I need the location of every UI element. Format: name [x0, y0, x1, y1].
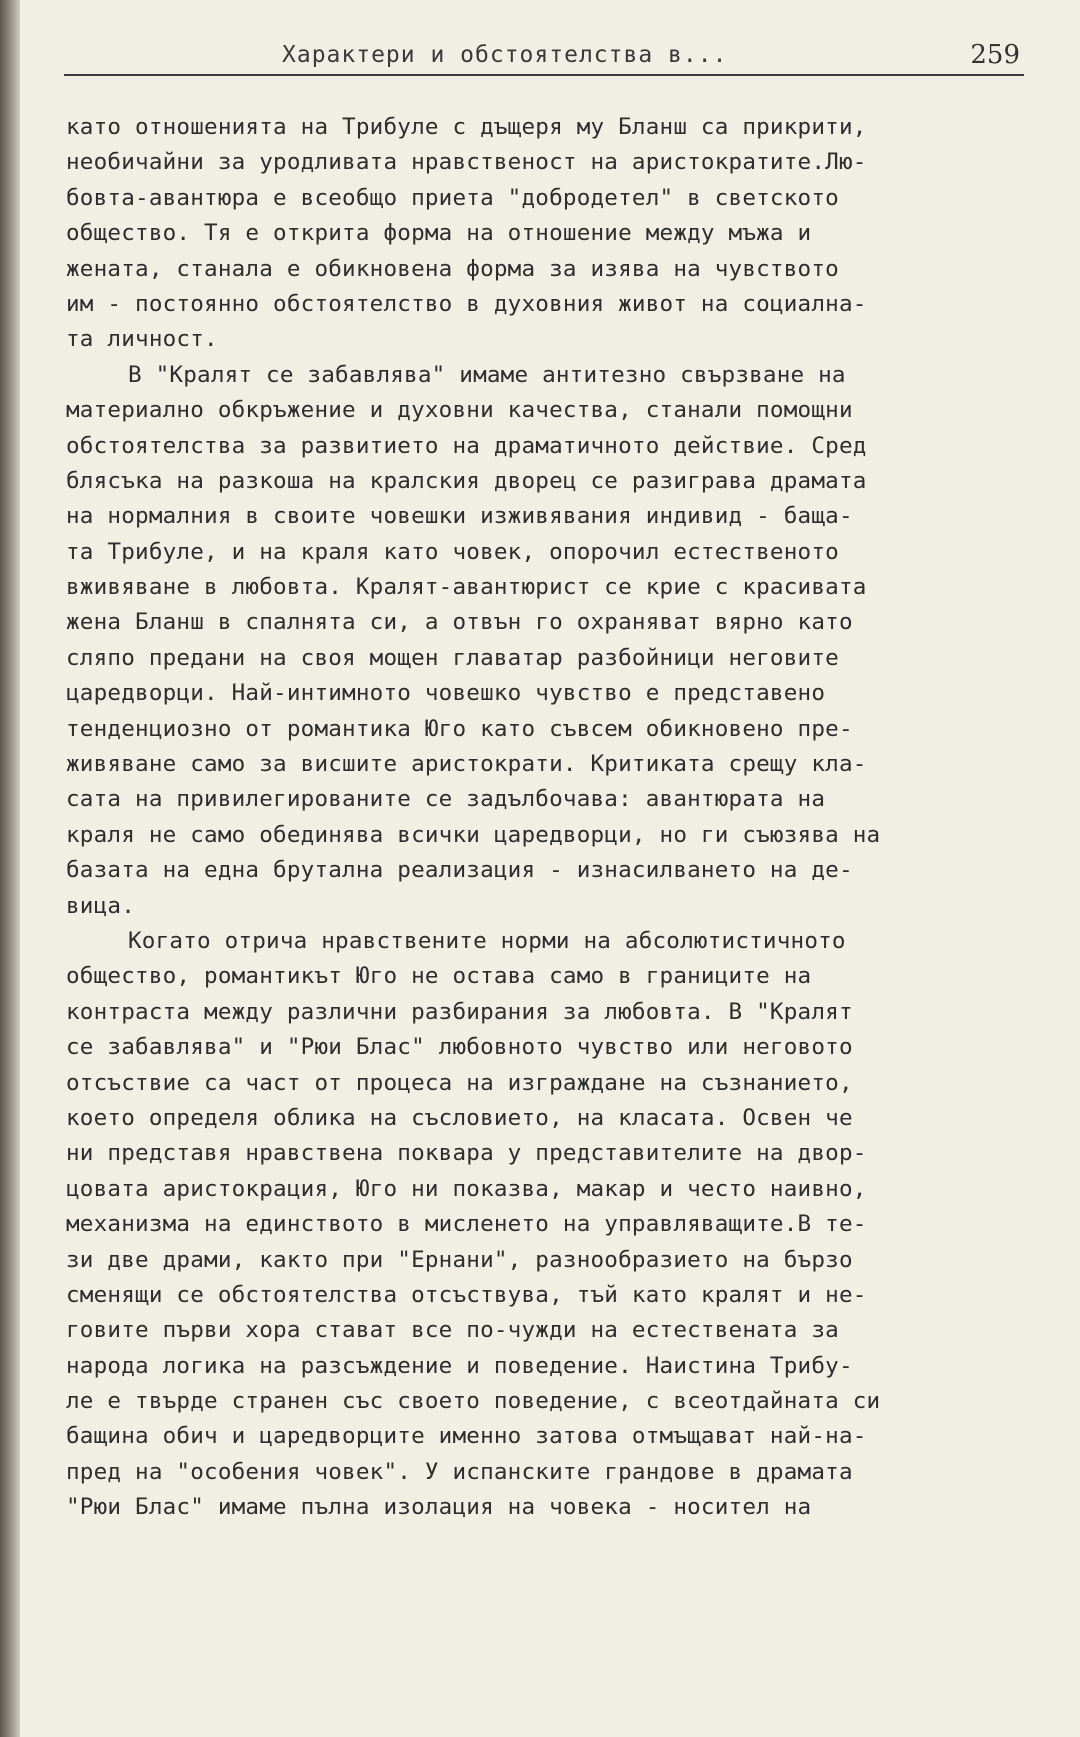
text-line: та личност.: [66, 326, 218, 353]
text-line: живяване само за висшите аристократи. Критиката срещу кла-: [66, 751, 867, 778]
text-line: жена Бланш в спалнята си, а отвън го охраняват вярно като: [66, 609, 853, 636]
text-line: бащина обич и царедворците именно затова отмъщават най-на-: [66, 1423, 867, 1450]
body-text: [66, 110, 1028, 1526]
text-line: ни представя нравствена поквара у представителите на двор-: [66, 1140, 867, 1167]
text-line: като отношенията на Трибуле с дъщеря му Бланш са прикрити,: [66, 114, 867, 140]
text-line: вица.: [66, 892, 136, 919]
running-title: Характери и обстоятелства в...: [282, 42, 728, 68]
text-line: сата на привилегированите се задълбочава: авантюрата на: [66, 786, 826, 813]
text-line: ле е твърде странен със своето поведение, с всеотдайната си: [66, 1388, 881, 1415]
text-line: сменящи се обстоятелства отсъствува, тъй като кралят и не-: [66, 1281, 867, 1308]
text-line: царедворци. Най-интимното човешко чувство е представено: [66, 680, 826, 707]
text-line: говите първи хора стават все по-чужди на естествената за: [66, 1317, 839, 1344]
text-line: се забавлява" и "Рюи Блас" любовното чувство или неговото: [66, 1034, 853, 1061]
text-line: жената, станала е обикновена форма за изява на чувството: [66, 255, 839, 282]
text-line: контраста между различни разбирания за любовта. В "Кралят: [66, 998, 853, 1025]
text-line: цовата аристокрация, Юго ни показва, макар и често наивно,: [66, 1175, 867, 1202]
running-header: [64, 40, 1024, 76]
text-line: отсъствие са част от процеса на изграждане на съзнанието,: [66, 1069, 853, 1096]
text-line: материално обкръжение и духовни качества, станали помощни: [66, 397, 853, 424]
text-line: та Трибуле, и на краля като човек, опорочил естественото: [66, 538, 839, 565]
text-line: на нормалния в своите човешки изживявания индивид - баща-: [66, 503, 853, 530]
text-line: тенденциозно от романтика Юго като съвсем обикновено пре-: [66, 715, 853, 742]
text-line: необичайни за уродливата нравственост на аристократите.Лю-: [66, 149, 867, 176]
page-number: 259: [970, 40, 1020, 70]
paragraph-first-line: Когато отрича нравствените норми на абсолютистичното: [128, 927, 846, 954]
text-line: "Рюи Блас" имаме пълна изолация на човека - носител на: [66, 1494, 812, 1521]
text-line: пред на "особения човек". У испанските грандове в драмата: [66, 1458, 853, 1485]
text-line: бовта-авантюра е всеобщо приета "добродетел" в светското: [66, 184, 839, 211]
text-line: механизма на единството в мисленето на управляващите.В те-: [66, 1211, 867, 1238]
text-line: което определя облика на съсловието, на класата. Освен че: [66, 1104, 853, 1131]
book-spine-shadow: [0, 0, 20, 1737]
text-line: базата на една брутална реализация - изнасилването на де-: [66, 857, 853, 884]
text-line: сляпо предани на своя мощен главатар разбойници неговите: [66, 644, 839, 671]
text-line: зи две драми, както при "Ернани", разнообразието на бързо: [66, 1246, 853, 1273]
text-line: краля не само обединява всички царедворци, но ги съюзява на: [66, 821, 881, 848]
text-line: им - постоянно обстоятелство в духовния живот на социална-: [66, 290, 867, 317]
text-line: обстоятелства за развитието на драматичното действие. Сред: [66, 432, 867, 459]
text-line: народа логика на разсъждение и поведение. Наистина Трибу-: [66, 1352, 853, 1379]
paragraph-first-line: В "Кралят се забавлява" имаме антитезно свързване на: [128, 361, 846, 388]
text-line: общество, романтикът Юго не остава само в границите на: [66, 963, 812, 990]
text-line: вживяване в любовта. Кралят-авантюрист се крие с красивата: [66, 574, 867, 601]
text-line: блясъка на разкоша на кралския дворец се разиграва драмата: [66, 467, 867, 494]
text-line: общество. Тя е открита форма на отношение между мъжа и: [66, 220, 812, 247]
